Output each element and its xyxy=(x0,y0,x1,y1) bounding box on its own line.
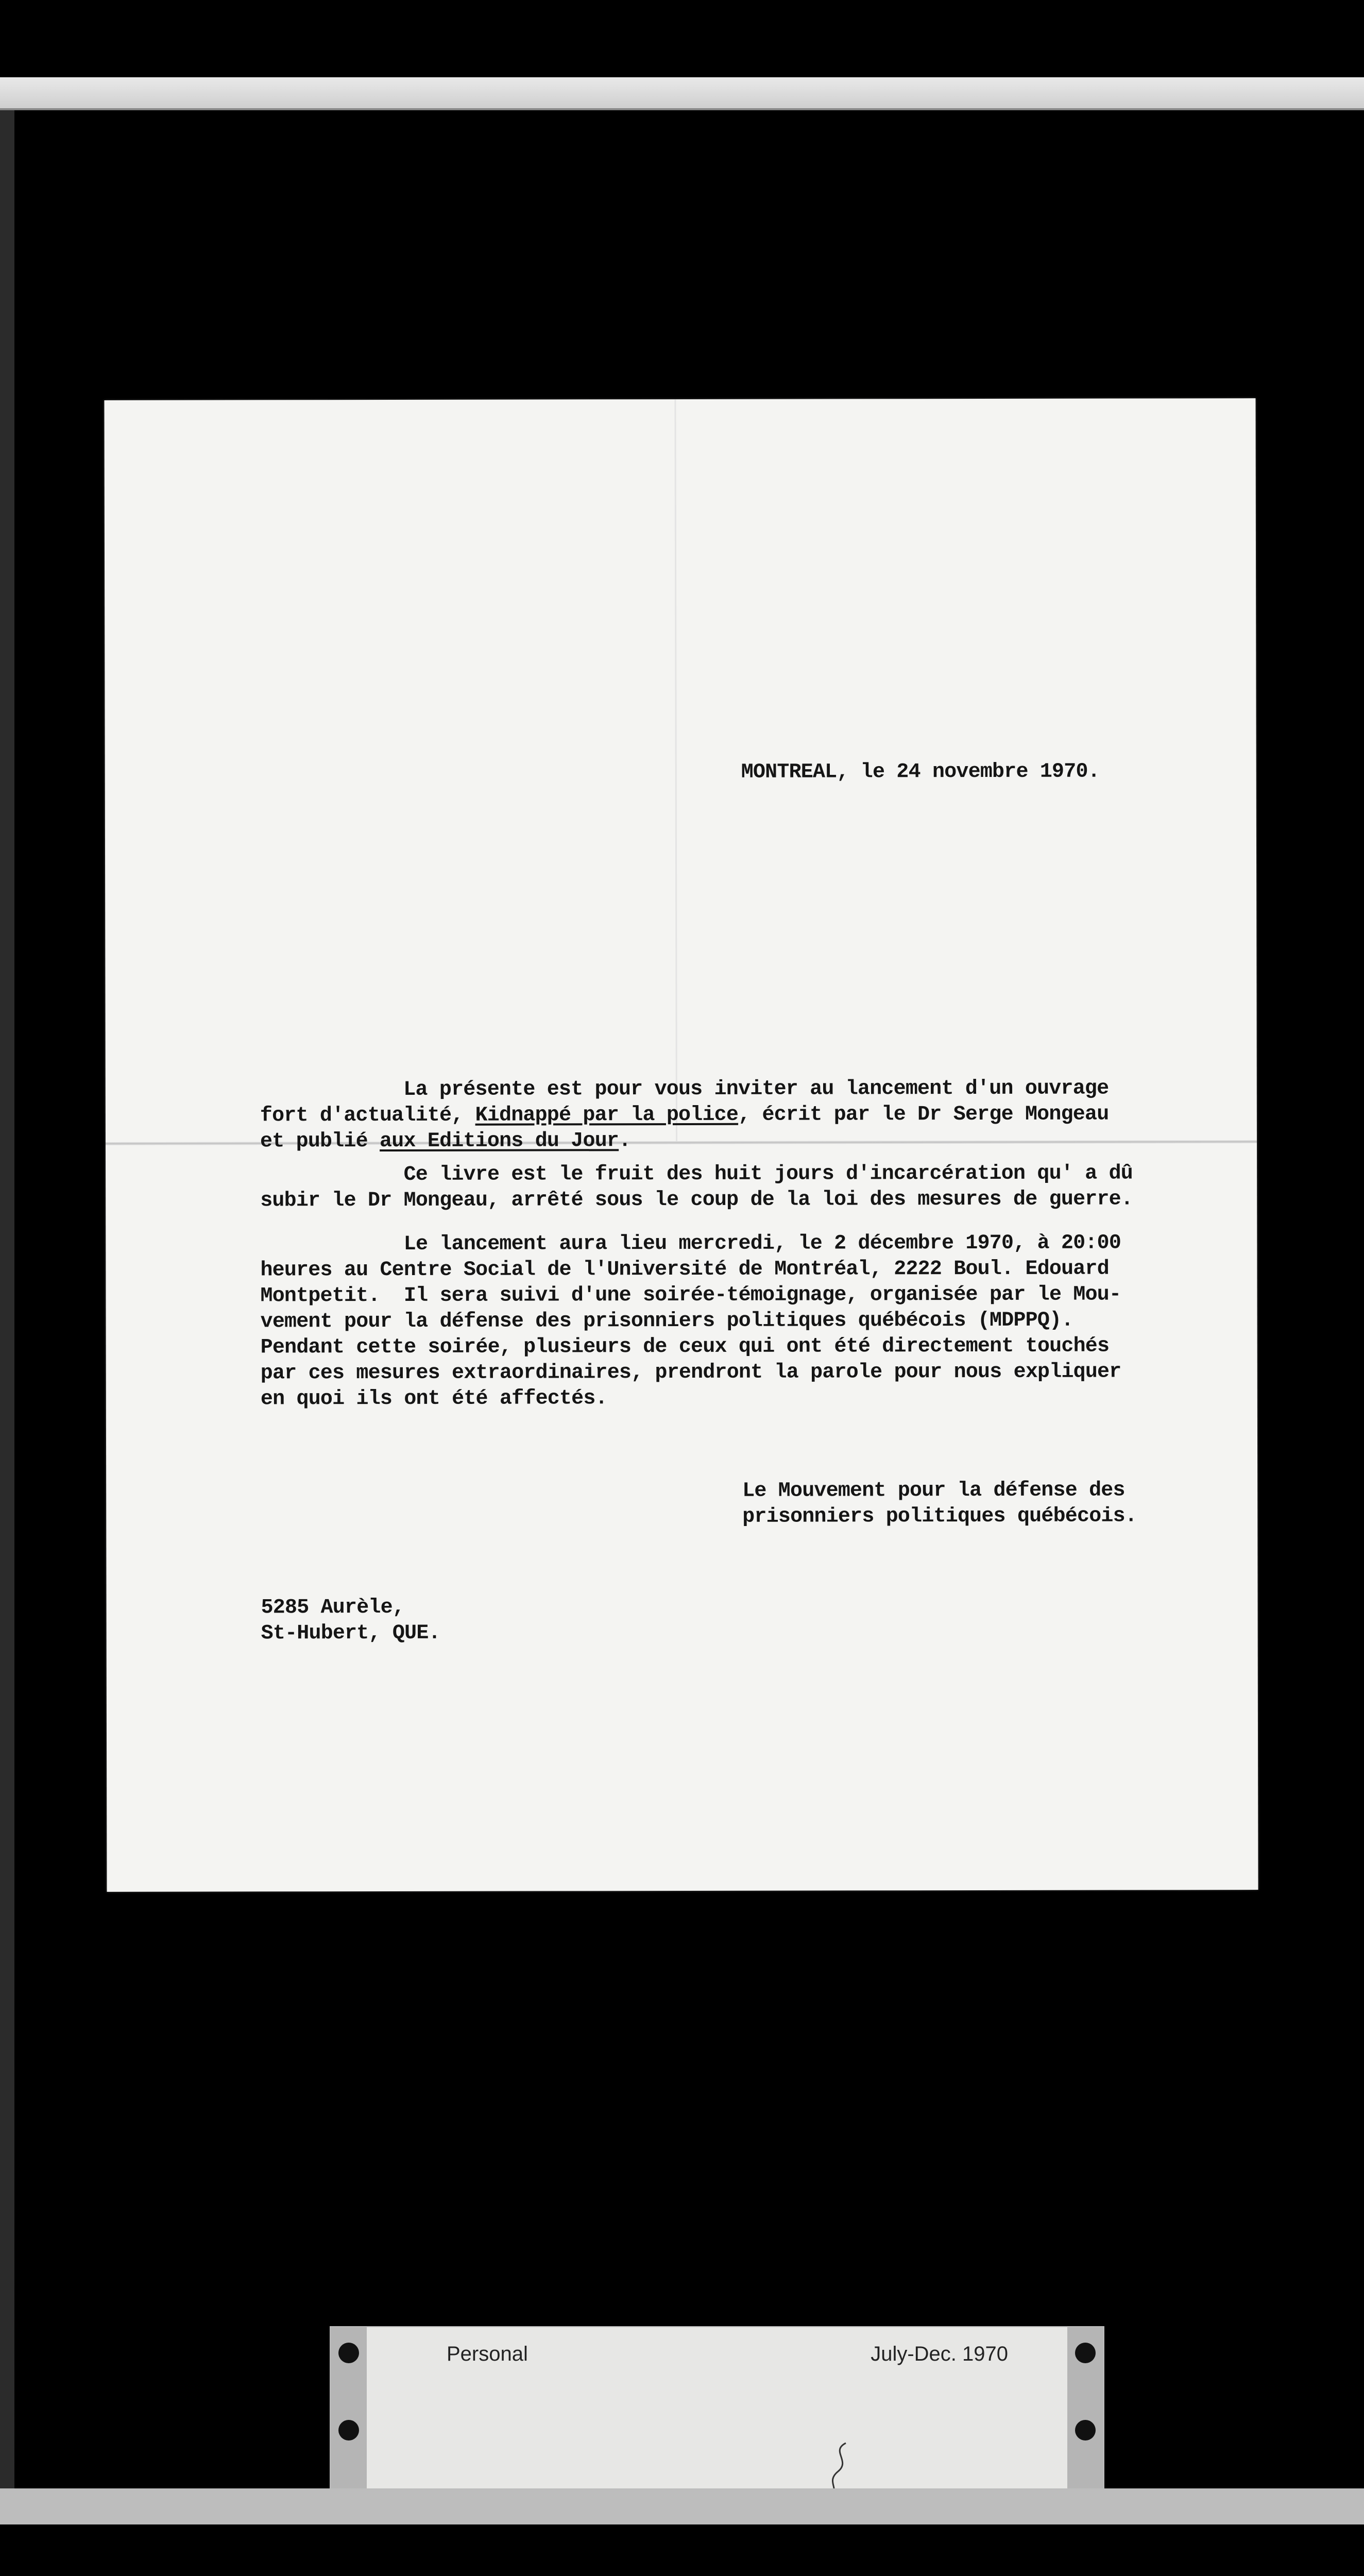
paragraph-line: heures au Centre Social de l'Université de Montréal, 2222 Boul. Edouard xyxy=(260,1257,1109,1282)
punch-hole xyxy=(1075,2343,1096,2363)
address-line: St-Hubert, QUE. xyxy=(261,1621,440,1646)
paragraph-book xyxy=(260,1161,1133,1214)
letter-page xyxy=(104,398,1258,1892)
paragraph-line: Le lancement aura lieu mercredi, le 2 décembre 1970, à 20:00 xyxy=(403,1231,1121,1256)
signature-line: Le Mouvement pour la défense des xyxy=(742,1479,1125,1503)
punch-hole xyxy=(338,2420,359,2441)
archive-folder-tab xyxy=(330,2326,1104,2498)
paragraph-line: . xyxy=(619,1129,631,1153)
tab-binding-left xyxy=(331,2327,367,2497)
paragraph-launch xyxy=(260,1231,1121,1413)
publisher-name: aux Editions du Jour xyxy=(379,1129,619,1154)
paragraph-line: par ces mesures extraordinaires, prendront la parole pour nous expliquer xyxy=(260,1360,1121,1385)
paragraph-line: en quoi ils ont été affectés. xyxy=(260,1387,607,1411)
paragraph-line xyxy=(260,1078,404,1101)
fold-line-vertical xyxy=(674,399,677,1141)
film-top-strip xyxy=(0,77,1364,110)
book-title: Kidnappé par la police xyxy=(475,1103,739,1127)
sender-address xyxy=(261,1595,440,1647)
signature-line: prisonniers politiques québécois. xyxy=(742,1504,1137,1529)
paragraph-line: Pendant cette soirée, plusieurs de ceux qui ont été directement touchés xyxy=(260,1334,1110,1360)
punch-hole xyxy=(1075,2420,1096,2441)
letter-signature xyxy=(742,1478,1137,1530)
paragraph-line: et publié xyxy=(260,1130,380,1154)
paragraph-invitation xyxy=(260,1076,1109,1155)
punch-hole xyxy=(338,2343,359,2363)
paragraph-line: La présente est pour vous inviter au lancement d'un ouvrage xyxy=(403,1077,1109,1101)
paragraph-line: , écrit par le Dr Serge Mongeau xyxy=(738,1103,1109,1127)
folder-label-period: July-Dec. 1970 xyxy=(871,2343,1008,2365)
paragraph-line: subir le Dr Mongeau, arrêté sous le coup de la loi des mesures de guerre. xyxy=(260,1188,1133,1213)
film-bottom-strip xyxy=(0,2488,1364,2524)
letter-dateline: MONTREAL, le 24 novembre 1970. xyxy=(741,760,1100,784)
paragraph-line: Ce livre est le fruit des huit jours d'incarcération qu' a dû xyxy=(403,1162,1133,1187)
paragraph-line: vement pour la défense des prisonniers politiques québécois (MDPPQ). xyxy=(260,1309,1073,1334)
tab-binding-right xyxy=(1067,2327,1103,2497)
film-edge xyxy=(0,103,14,2524)
folder-label-category: Personal xyxy=(447,2343,528,2365)
paragraph-line: Montpetit. Il sera suivi d'une soirée-témoignage, organisée par le Mou- xyxy=(260,1283,1121,1308)
paragraph-line: fort d'actualité, xyxy=(260,1104,475,1128)
address-line: 5285 Aurèle, xyxy=(261,1596,405,1620)
